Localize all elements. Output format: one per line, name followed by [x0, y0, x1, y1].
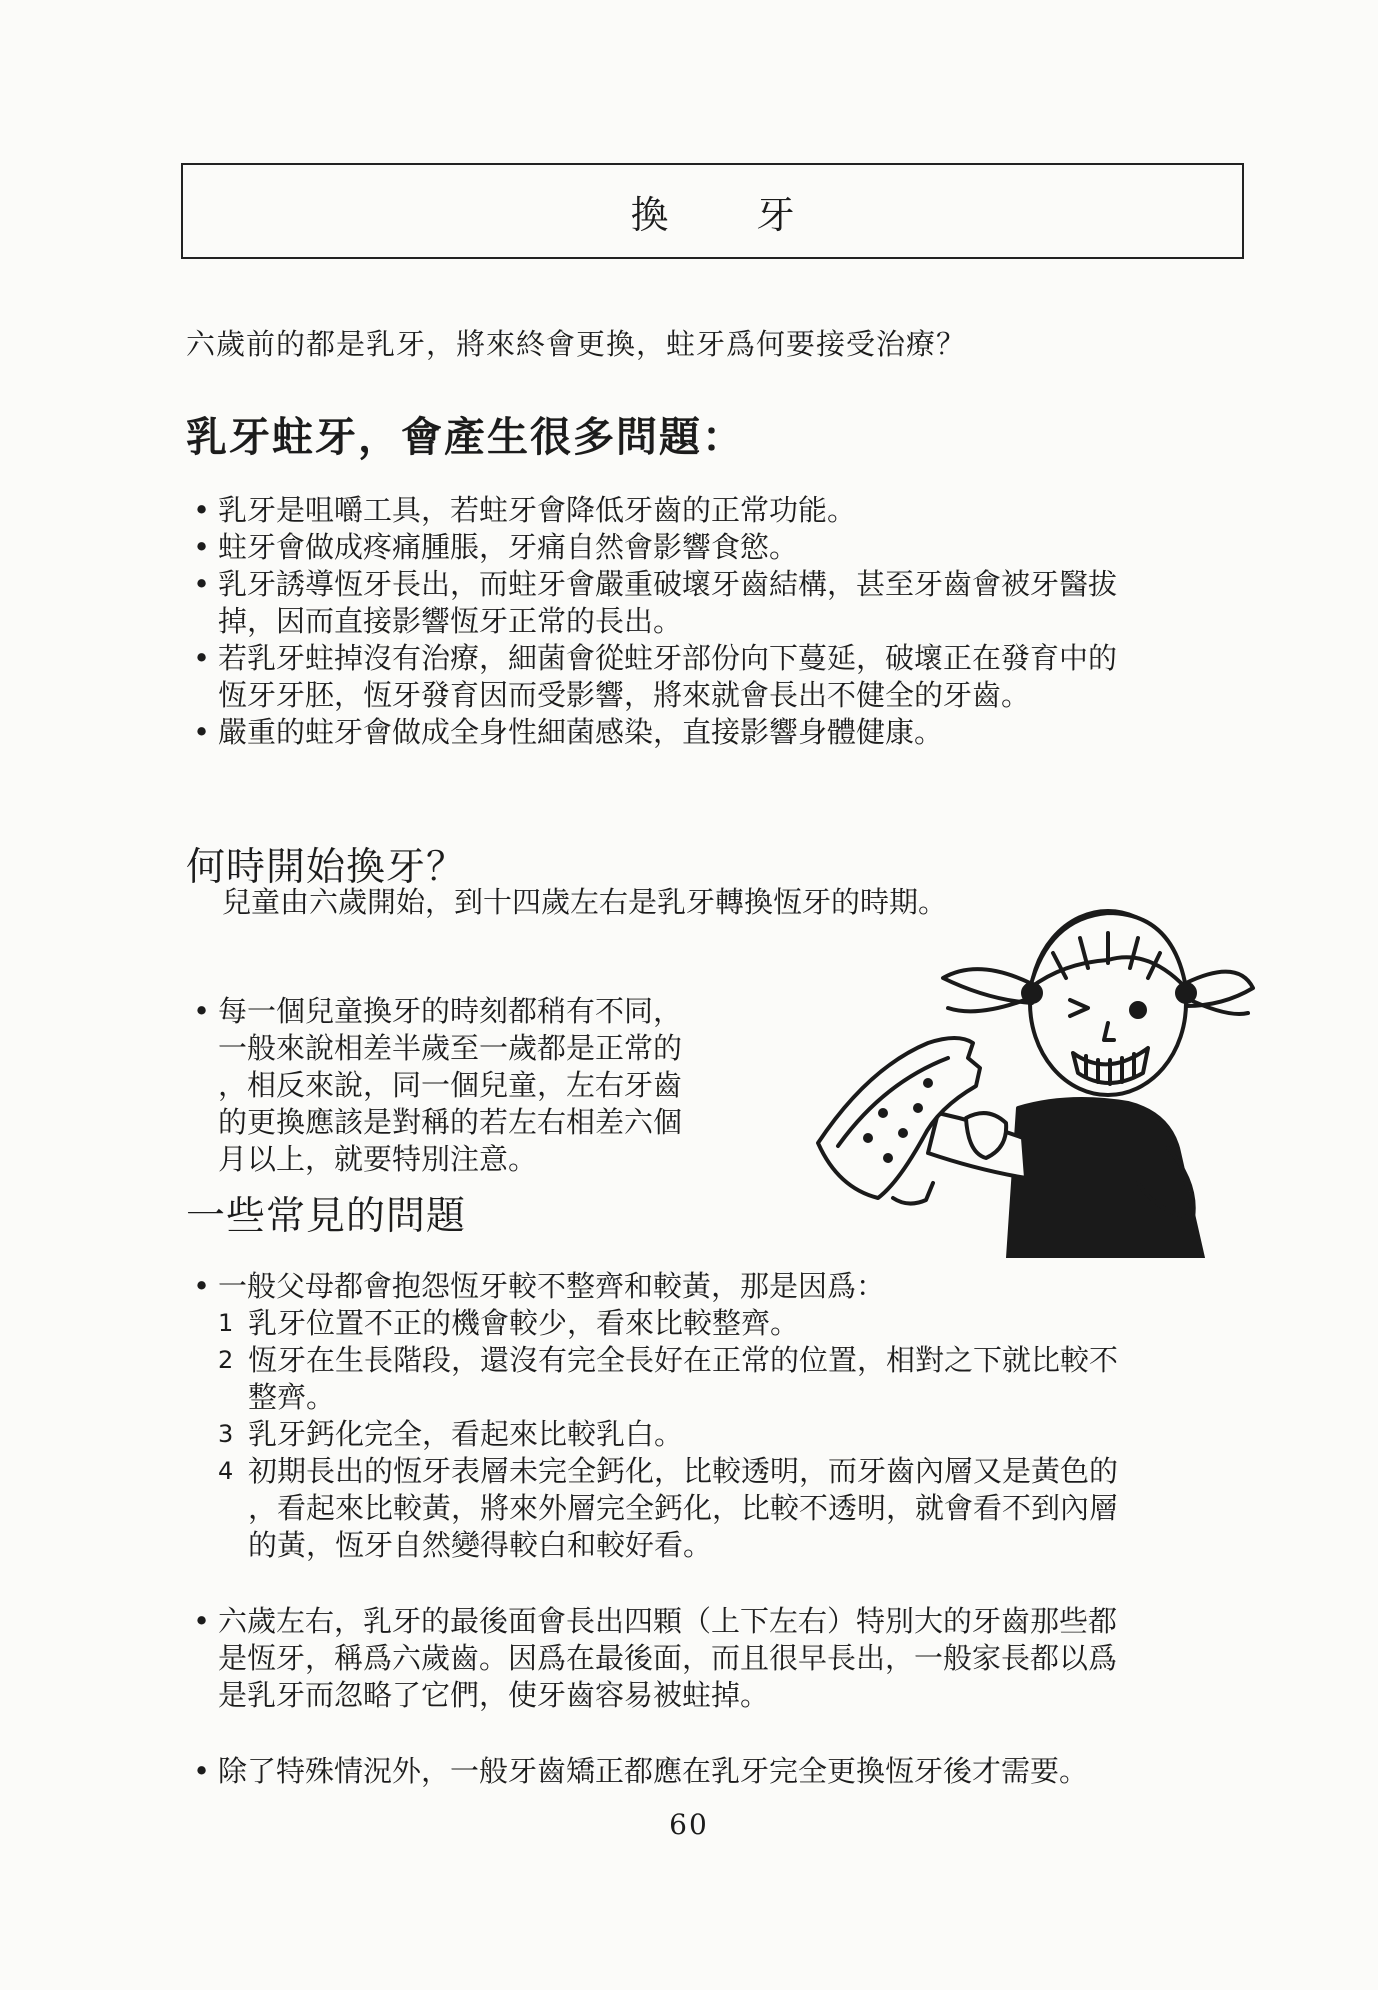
page-title: 換 牙 [630, 192, 833, 237]
section1-bullet-list [193, 492, 1117, 751]
section2-heading: 何時開始換牙？ [186, 845, 467, 890]
list-item: 2 恆牙在生長階段，還沒有完全長好在正常的位置，相對之下就比較不 整齊。 [218, 1343, 1119, 1414]
list-item: • 嚴重的蛀牙會做成全身性細菌感染，直接影響身體健康。 [193, 714, 1117, 751]
section3-heading: 一些常見的問題 [186, 1194, 467, 1239]
section1-heading: 乳牙蛀牙，會產生很多問題： [186, 413, 745, 461]
title-box [181, 163, 1244, 259]
intro-question: 六歲前的都是乳牙，將來終會更換，蛀牙爲何要接受治療？ [186, 327, 967, 361]
section2-paragraph: 兒童由六歲開始，到十四歲左右是乳牙轉換恆牙的時期。 [222, 885, 948, 919]
list-item: • 乳牙誘導恆牙長出，而蛀牙會嚴重破壞牙齒結構，甚至牙齒會被牙醫拔 掉，因而直接影響恆牙正常的長出。 [193, 566, 1117, 640]
common-problems-list: • 一般父母都會抱怨恆牙較不整齊和較黃，那是因爲： 1 乳牙位置不正的機會較少，看來比較整齊。 2 恆牙在生長階段，還沒有完全長好在正常的位置，相對之下就比較不 整齊。 3 乳牙鈣化完全，看起來比較乳白。 4 初期長出的恆牙表層未完全鈣化，比較透明，而牙齒內層又是黃色的 ，看起來比較黃，將來外層完全鈣化，比較不透明，就會看不到內層 的黃，恆牙自然變得較白和較好看。 [193, 1268, 1118, 1564]
list-item: • 乳牙是咀嚼工具，若蛀牙會降低牙齒的正常功能。 [193, 492, 1117, 529]
list-item: 1 乳牙位置不正的機會較少，看來比較整齊。 [218, 1306, 800, 1340]
six-year-molar-note: • 六歲左右，乳牙的最後面會長出四顆（上下左右）特別大的牙齒那些都 是恆牙，稱爲六歲齒。因爲在最後面，而且很早長出，一般家長都以爲 是乳牙而忽略了它們，使牙齒容易被蛀掉。 [193, 1603, 1117, 1714]
list-item: • 若乳牙蛀掉沒有治療，細菌會從蛀牙部份向下蔓延，破壞正在發育中的 恆牙牙胚，恆牙發育因而受影響，將來就會長出不健全的牙齒。 [193, 640, 1117, 714]
orthodontic-note: • 除了特殊情況外，一般牙齒矯正都應在乳牙完全更換恆牙後才需要。 [193, 1753, 1088, 1790]
list-item: • 蛀牙會做成疼痛腫脹，牙痛自然會影響食慾。 [193, 529, 1117, 566]
section2-note: • 每一個兒童換牙的時刻都稍有不同， 一般來說相差半歲至一歲都是正常的 ，相反來說，同一個兒童，左右牙齒 的更換應該是對稱的若左右相差六個 月以上，就要特別注意。 [193, 993, 682, 1178]
girl-eating-melon-illustration [808, 908, 1258, 1258]
list-item: 4 初期長出的恆牙表層未完全鈣化，比較透明，而牙齒內層又是黃色的 ，看起來比較黃，將來外層完全鈣化，比較不透明，就會看不到內層 的黃，恆牙自然變得較白和較好看。 [218, 1454, 1119, 1562]
page-number: 60 [669, 1808, 709, 1841]
list-item: 3 乳牙鈣化完全，看起來比較乳白。 [218, 1417, 684, 1451]
